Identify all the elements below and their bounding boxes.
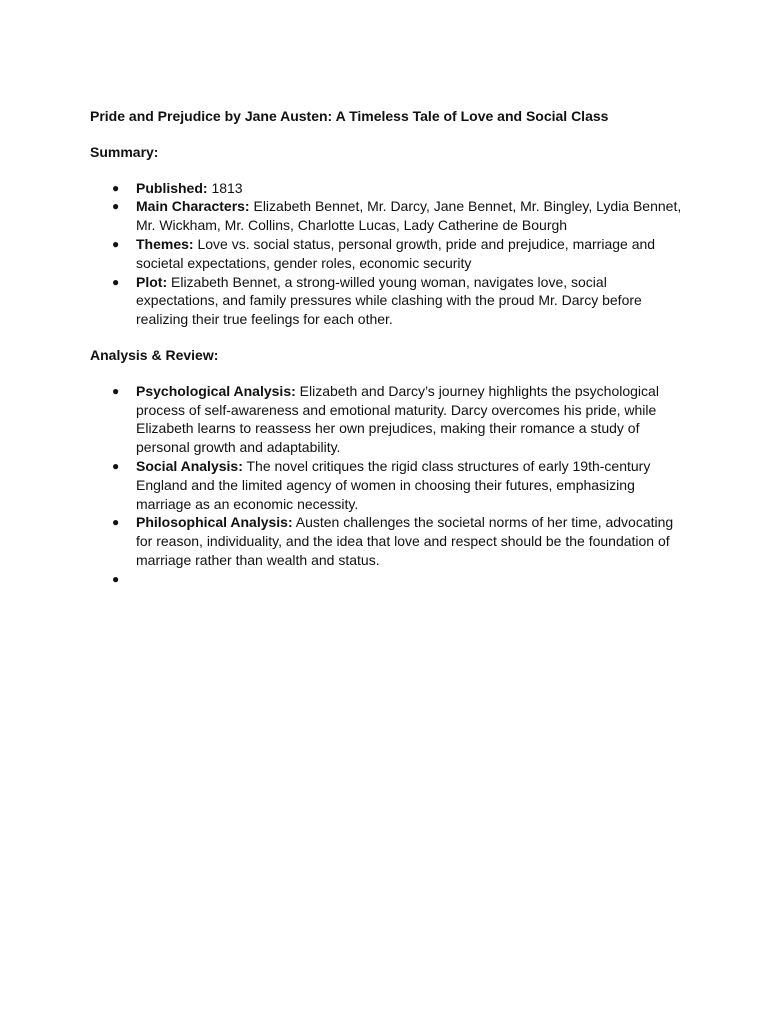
bullet-icon: ● [112, 180, 120, 195]
list-item-term: Plot: [136, 273, 168, 290]
analysis-list [90, 382, 690, 589]
bullet-icon: ● [112, 199, 120, 214]
list-item-text: Austen challenges the societal norms of her time, advocating for reason, individuality, and the idea that love and respect should be the foundation of marriage rather than wealth and status. [136, 514, 674, 568]
list-item [90, 273, 690, 329]
bullet-icon: ● [112, 274, 120, 289]
list-item-text: The novel critiques the rigid class structures of early 19th-century England and the limited agency of women in choosing their futures, emphasizing marriage as an economic necessity. [136, 457, 651, 512]
list-item [90, 513, 690, 569]
list-item-text: Elizabeth Bennet, a strong-willed young woman, navigates love, social expectations, and family pressures while clashing with the proud Mr. Darcy before realizing their true feelings for each other. [136, 273, 642, 328]
list-item [90, 382, 690, 457]
list-item-term: Psychological Analysis: [136, 382, 296, 399]
list-item [90, 179, 690, 198]
document-title: Pride and Prejudice by Jane Austen: A Timeless Tale of Love and Social Class [90, 108, 609, 124]
bullet-icon: ● [112, 458, 120, 473]
list-item-term: Published: [136, 179, 208, 196]
document-body [90, 107, 690, 606]
list-item-term: Social Analysis: [136, 457, 243, 474]
list-item-term: Philosophical Analysis: [136, 514, 293, 531]
analysis-heading: Analysis & Review: [90, 346, 219, 363]
list-item-term: Themes: [136, 235, 194, 252]
list-item-text: 1813 [207, 179, 243, 196]
list-item-term: Main Characters: [136, 198, 250, 215]
list-item [90, 197, 690, 235]
list-item [90, 457, 690, 513]
bullet-icon: ● [112, 571, 120, 586]
summary-heading: Summary: [90, 143, 159, 160]
bullet-icon: ● [112, 236, 120, 251]
list-item-empty [90, 570, 690, 589]
bullet-icon: ● [112, 383, 120, 398]
list-item [90, 235, 690, 273]
list-item-text: Elizabeth Bennet, Mr. Darcy, Jane Bennet, Mr. Bingley, Lydia Bennet, Mr. Wickham, Mr. Collins, Charlotte Lucas, Lady Catherine de Bourgh [136, 198, 682, 234]
summary-list [90, 179, 690, 329]
list-item-text: Love vs. social status, personal growth, pride and prejudice, marriage and societal expectations, gender roles, economic security [136, 235, 656, 271]
list-item-text: Elizabeth and Darcy’s journey highlights the psychological process of self-awareness and emotional maturity. Darcy overcomes his pride, while Elizabeth learns to reassess her own prejudices, making their romance a study of personal growth and adaptability. [136, 382, 659, 456]
bullet-icon: ● [112, 515, 120, 530]
